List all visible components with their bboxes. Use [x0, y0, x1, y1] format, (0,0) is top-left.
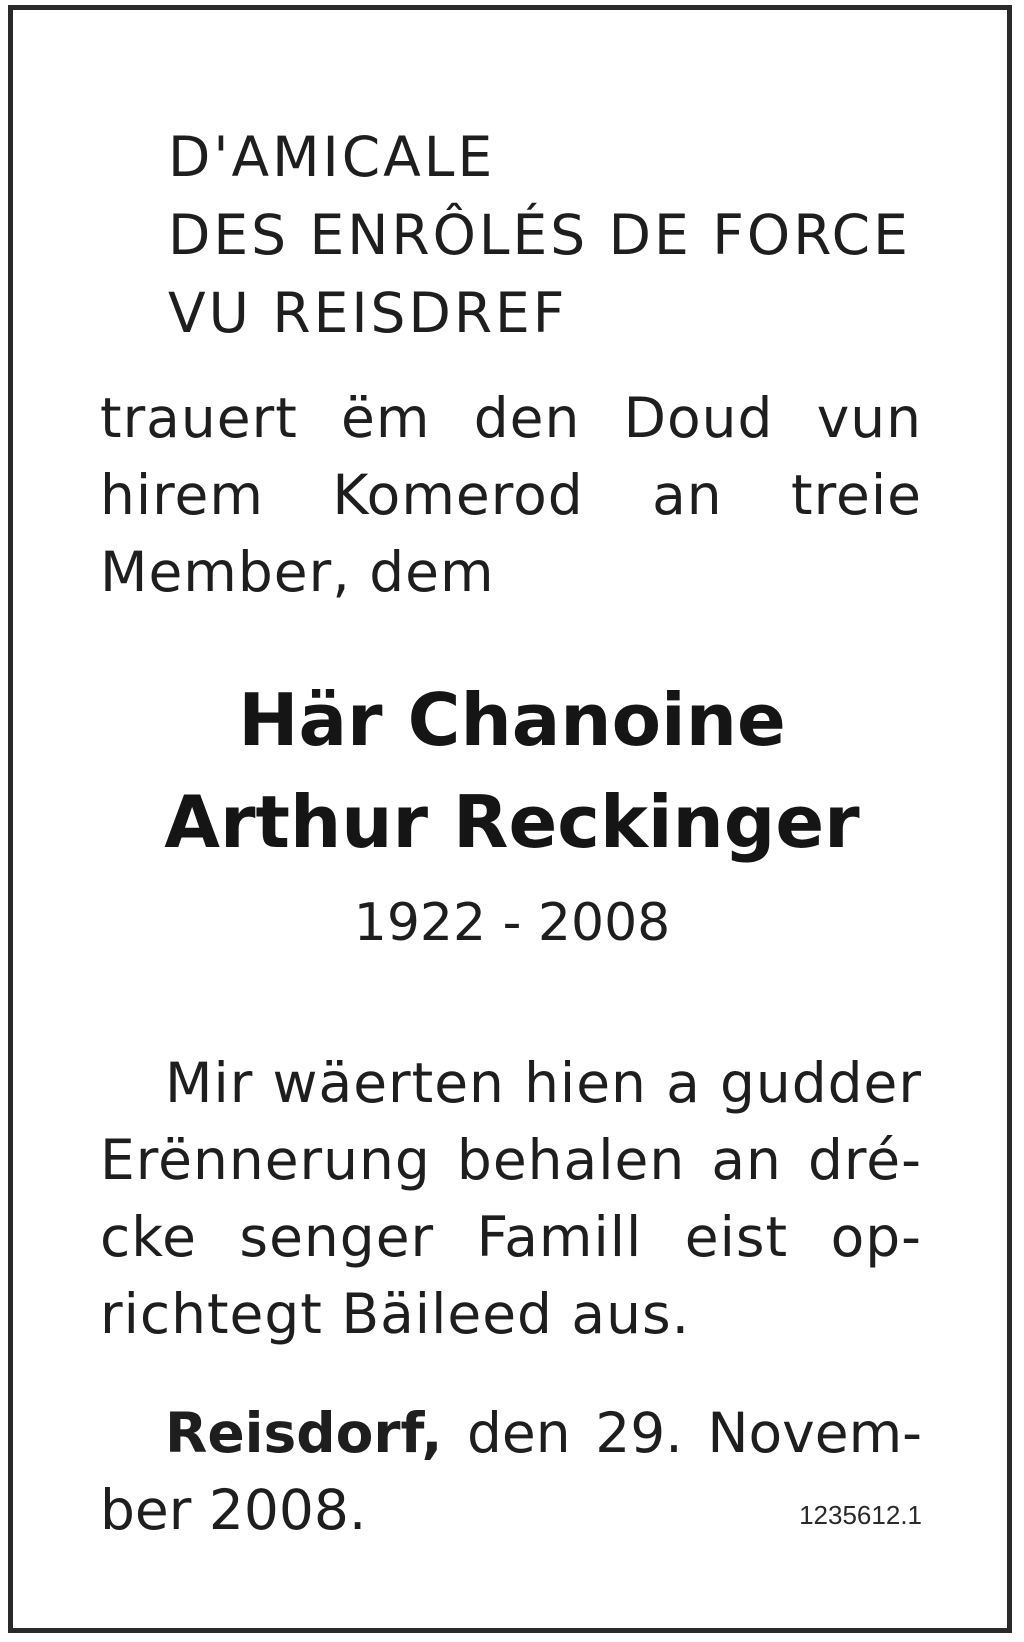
condolence-line: Mir wäerten hien a gudder	[165, 1051, 922, 1115]
condolence-line: Erënnerung behalen an dré-	[100, 1128, 922, 1192]
condolence-line: richtegt Bäileed aus.	[100, 1282, 691, 1346]
intro-line: trauert ëm den Doud vun	[100, 386, 922, 450]
organization-line: D'AMICALE	[168, 125, 496, 189]
intro-line: hirem Komerod an treie	[100, 463, 922, 527]
organization-line: DES ENRÔLÉS DE FORCE	[168, 203, 911, 267]
organization-line: VU REISDREF	[168, 281, 568, 345]
intro-line: Member, dem	[100, 540, 495, 604]
place-date-line-2: ber 2008.	[100, 1478, 367, 1542]
organization-heading	[168, 118, 911, 352]
place-date-part: den 29. Novem-	[467, 1401, 922, 1465]
condolence-paragraph	[100, 1045, 922, 1353]
deceased-name-line-1: Här Chanoine	[238, 678, 786, 762]
intro-paragraph	[100, 380, 922, 611]
place-city: Reisdorf,	[165, 1401, 443, 1465]
deceased-name-line-2: Arthur Reckinger	[164, 780, 860, 864]
reference-number: 1235612.1	[799, 1500, 922, 1530]
life-years: 1922 - 2008	[353, 893, 671, 953]
condolence-line: cke senger Famill eist op-	[100, 1205, 922, 1269]
place-date-line	[100, 1395, 922, 1472]
